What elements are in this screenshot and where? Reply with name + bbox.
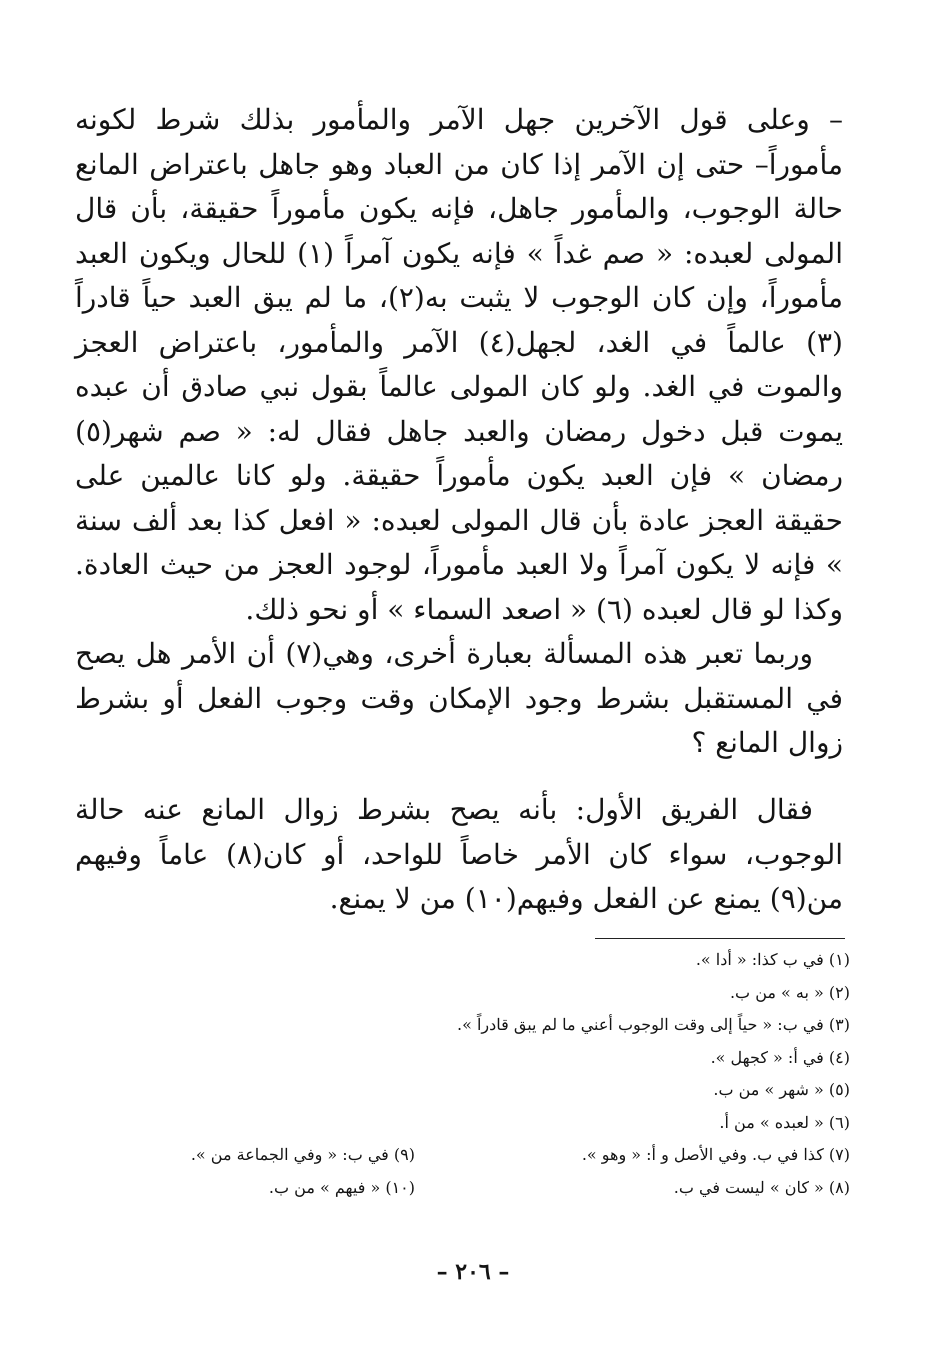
footnote-5: (٥) « شهر » من ب. (713, 1080, 850, 1099)
footnote-6: (٦) « لعبده » من أ. (719, 1112, 850, 1132)
footnote-2: (٢) « به » من ب. (729, 982, 850, 1002)
footnote-8: (٨) « كان » ليست في ب. (673, 1177, 850, 1197)
footnotes-column-left (140, 1139, 415, 1204)
footnote-divider (595, 938, 845, 939)
paragraph-1: – وعلى قول الآخرين جهل الآمر والمأمور بذلك شرط لكونه مأموراً– حتى إن الآمر إذا كان من العباد وهو جاهل باعتراض المانع حالة الوجوب، والمأمور جاهل، فإنه يكون مأموراً حقيقة، بأن قال المولى لعبده: « صم غداً » فإنه يكون آمراً (١) للحال ويكون العبد مأموراً، وإن كان الوجوب لا يثبت به(٢)، ما لم يبق العبد حياً قادراً (٣) عالماً في الغد، لجهل(٤) الآمر والمأمور، باعتراض العجز والموت في الغد. ولو كان المولى عالماً بقول نبي صادق أن عبده يموت قبل دخول رمضان والعبد جاهل فقال له: « صم شهر(٥) رمضان » فإن العبد يكون مأموراً حقيقة. ولو كانا عالمين على حقيقة العجز عادة بأن قال المولى لعبده: « افعل كذا بعد ألف سنة » فإنه لا يكون آمراً ولا العبد مأموراً، لوجود العجز من حيث العادة. وكذا لو قال لعبده (٦) « اصعد السماء » أو نحو ذلك. (75, 103, 844, 626)
footnote-7: (٧) كذا في ب. وفي الأصل و أ: « وهو ». (581, 1145, 850, 1164)
footnote-1: (١) في ب كذا: « أدا ». (695, 950, 850, 969)
footnote-9: (٩) في ب: « وفي الجماعة من ». (190, 1145, 415, 1164)
paragraph-3: فقال الفريق الأول: بأنه يصح بشرط زوال المانع عنه حالة الوجوب، سواء كان الأمر خاصاً للواحد، أو كان(٨) عاماً وفيهم من(٩) يمنع عن الفعل وفيهم(١٠) من لا يمنع. (75, 793, 844, 915)
footnote-10: (١٠) « فيهم » من ب. (268, 1177, 415, 1197)
page-number: – ٢٠٦ – (436, 1259, 510, 1285)
footnotes-column-right (380, 944, 850, 1204)
paragraph-2: وربما تعبر هذه المسألة بعبارة أخرى، وهي(٧) أن الأمر هل يصح في المستقبل بشرط وجود الإمكان وقت وجوب الفعل أو بشرط زوال المانع ؟ (75, 637, 843, 759)
footnote-3: (٣) في ب: « حياً إلى وقت الوجوب أعني ما لم يبق قادراً ». (456, 1015, 850, 1034)
footnote-4: (٤) في أ: « كجهل ». (710, 1047, 850, 1067)
